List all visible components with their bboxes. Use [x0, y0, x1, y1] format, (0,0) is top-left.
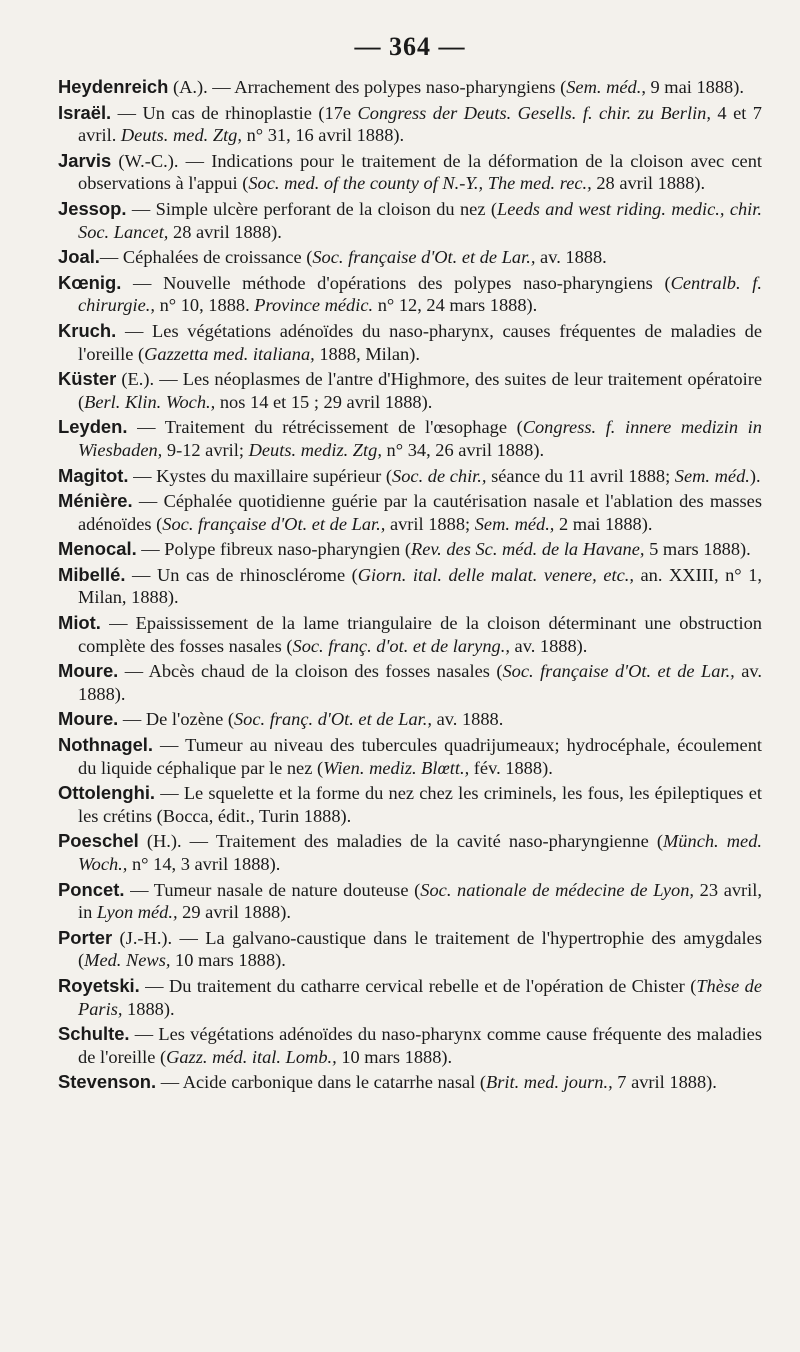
- entry-author: Stevenson.: [58, 1071, 157, 1093]
- entry-text: an. XXIII, n° 1, Milan, 1888).: [78, 564, 762, 608]
- entry-source: Congress. f. innere medizin in Wiesbaden,: [78, 417, 762, 460]
- entry-text: 1888, Milan).: [314, 343, 420, 364]
- entry-text: — Kystes du maxillaire supérieur (: [128, 465, 393, 486]
- entry-author: Joal.: [58, 246, 100, 268]
- bibliography-entry: [58, 734, 762, 779]
- bibliography-entry: [58, 879, 762, 924]
- entry-text: 28 avril 1888).: [591, 173, 706, 194]
- entry-author: Porter: [58, 926, 113, 948]
- entry-text: 28 avril 1888).: [168, 221, 282, 242]
- bibliography-entry: [58, 660, 762, 705]
- entry-text: av. 1888.: [432, 709, 504, 730]
- entry-author: Moure.: [58, 708, 119, 730]
- entry-author: Moure.: [58, 660, 119, 682]
- entry-source: Soc. française d'Ot. et de Lar.,: [502, 661, 735, 682]
- entry-author: Ottolenghi.: [58, 782, 156, 804]
- entry-text: — Simple ulcère perforant de la cloison du nez (: [126, 198, 498, 219]
- entry-source: Sem. méd.: [566, 77, 642, 97]
- bibliography-entry: [58, 102, 762, 147]
- entry-source: Soc. française d'Ot. et de Lar.,: [162, 513, 386, 534]
- entry-text: — Céphalée quotidienne guérie par la cautérisation nasale et l'ablation des masses adénoïdes (: [78, 491, 762, 534]
- entry-text: — Nouvelle méthode d'opérations des polypes naso-pharyngiens (: [121, 272, 671, 293]
- entry-author: Küster: [58, 368, 117, 390]
- entry-author: Leyden.: [58, 416, 128, 438]
- entry-author: Royetski.: [58, 974, 140, 996]
- entry-text: fév. 1888).: [469, 757, 553, 778]
- entry-text: — Epaississement de la lame triangulaire de la cloison déterminant une obstruction complète des fosses nasales (: [78, 613, 762, 656]
- entry-text: n° 31, 16 avril 1888).: [241, 125, 405, 146]
- bibliography-list: [58, 76, 762, 1094]
- entry-author: Kœnig.: [58, 271, 122, 293]
- entry-text: av. 1888.: [535, 247, 607, 268]
- entry-text: séance du 11 avril 1888;: [486, 465, 675, 486]
- bibliography-entry: [58, 564, 762, 609]
- bibliography-entry: [58, 465, 762, 488]
- bibliography-entry: [58, 320, 762, 365]
- entry-source: Med. News,: [84, 950, 171, 971]
- entry-text: — Du traitement du catharre cervical rebelle et de l'opération de Chister (: [139, 975, 697, 996]
- entry-author: Schulte.: [58, 1023, 130, 1045]
- entry-text: 4 et 7 avril.: [78, 102, 762, 146]
- entry-source: Brit. med. journ.,: [486, 1072, 613, 1093]
- entry-text: — Polype fibreux naso-pharyngien (: [136, 539, 411, 560]
- entry-text: av. 1888).: [78, 661, 762, 704]
- entry-text: 7 avril 1888).: [612, 1072, 717, 1093]
- entry-source: Leeds and west riding. medic., chir. Soc. Lancet,: [78, 198, 763, 242]
- entry-source: Rev. des Sc. méd. de la Havane,: [410, 539, 645, 560]
- entry-source: Soc. med. of the county of N.-Y., The med. rec.,: [248, 173, 592, 194]
- entry-text: — Un cas de rhinoplastie (17e: [111, 102, 358, 123]
- bibliography-entry: [58, 246, 762, 269]
- entry-source: Soc. franç. d'Ot. et de Lar.,: [233, 709, 432, 730]
- entry-source: Sem. méd.,: [474, 513, 555, 534]
- entry-source: Gazzetta med. italiana,: [144, 343, 315, 364]
- entry-source: Deuts. mediz. Ztg,: [248, 439, 382, 460]
- entry-text: — Tumeur au niveau des tubercules quadrijumeaux; hydrocéphale, écoulement du liquide céphalique par le nez (: [78, 735, 762, 778]
- entry-text: 23 avril, in: [78, 879, 762, 923]
- entry-text: n° 14, 3 avril 1888).: [127, 854, 281, 874]
- bibliography-entry: [58, 416, 762, 461]
- entry-author: Poeschel: [58, 830, 139, 852]
- entry-author: Mibellé.: [58, 563, 126, 585]
- bibliography-entry: [58, 538, 762, 561]
- entry-text: — Les végétations adénoïdes du naso-pharynx comme cause fréquente des maladies de l'oreille (: [78, 1024, 762, 1067]
- entry-source: Berl. Klin. Woch.,: [84, 391, 216, 412]
- entry-author: Kruch.: [58, 319, 117, 341]
- entry-author: Magitot.: [58, 464, 129, 486]
- entry-text: avril 1888;: [385, 513, 475, 534]
- page-number: — 364 —: [354, 32, 466, 61]
- entry-text: nos 14 et 15 ; 29 avril 1888).: [215, 391, 433, 412]
- entry-text: — Abcès chaud de la cloison des fosses nasales (: [118, 661, 503, 682]
- entry-text: — Acide carbonique dans le catarrhe nasal (: [156, 1072, 486, 1093]
- entry-text: n° 10, 1888.: [154, 295, 255, 316]
- entry-source: Lyon méd.,: [96, 902, 178, 923]
- entry-text: 5 mars 1888).: [644, 539, 751, 560]
- entry-author: Jarvis: [58, 149, 112, 171]
- entry-source: Gazz. méd. ital. Lomb.,: [166, 1046, 337, 1067]
- entry-source: Sem. méd.: [674, 465, 750, 486]
- bibliography-entry: [58, 927, 762, 972]
- bibliography-entry: [58, 490, 762, 535]
- entry-text: (E.). — Les néoplasmes de l'antre d'Highmore, des suites de leur traitement opératoire (: [78, 369, 762, 412]
- bibliography-entry: [58, 612, 762, 657]
- entry-text: — Traitement du rétrécissement de l'œsophage (: [127, 417, 523, 438]
- entry-author: Nothnagel.: [58, 734, 154, 756]
- entry-author: Israël.: [58, 101, 112, 123]
- entry-source: Thèse de Paris,: [78, 975, 762, 1019]
- entry-text: 2 mai 1888).: [554, 513, 653, 534]
- bibliography-entry: [58, 975, 762, 1020]
- entry-source: Province médic.: [254, 295, 374, 316]
- entry-text: , 9 mai 1888).: [641, 77, 744, 97]
- entry-text: (J.-H.). — La galvano-caustique dans le traitement de l'hypertrophie des amygdales (: [78, 927, 762, 971]
- entry-source: Soc. franç. d'ot. et de laryng.,: [292, 635, 510, 656]
- entry-text: 1888).: [122, 998, 175, 1019]
- entry-text: — Céphalées de croissance (: [99, 247, 313, 268]
- bibliography-entry: [58, 272, 762, 317]
- entry-text: — Un cas de rhinosclérome (: [125, 564, 358, 585]
- entry-text: 29 avril 1888).: [177, 902, 291, 923]
- bibliography-entry: [58, 1071, 762, 1094]
- entry-source: Münch. med. Woch.,: [78, 831, 762, 874]
- bibliography-entry: [58, 782, 762, 827]
- entry-source: Deuts. med. Ztg,: [120, 125, 242, 146]
- entry-text: n° 34, 26 avril 1888).: [381, 439, 545, 460]
- entry-text: — De l'ozène (: [118, 709, 234, 730]
- entry-source: Soc. de chir.,: [392, 465, 487, 486]
- entry-text: (H.). — Traitement des maladies de la cavité naso-pharyngienne (: [138, 831, 663, 852]
- entry-source: Wien. mediz. Blœtt.,: [323, 757, 470, 778]
- entry-text: — Le squelette et la forme du nez chez les criminels, les fous, les épileptiques et les crétins (Bocca, édit., Turin 1888).: [78, 783, 762, 826]
- entry-text: 10 mars 1888).: [170, 950, 286, 971]
- entry-text: — Les végétations adénoïdes du naso-pharynx, causes fréquentes de maladies de l'oreille (: [78, 320, 762, 364]
- entry-source: Soc. nationale de médecine de Lyon,: [420, 879, 695, 900]
- bibliography-entry: [58, 198, 762, 243]
- bibliography-entry: [58, 708, 762, 731]
- entry-author: Ménière.: [58, 490, 133, 512]
- entry-text: 9-12 avril;: [162, 439, 249, 460]
- entry-text: av. 1888).: [509, 635, 588, 656]
- entry-author: Miot.: [58, 612, 101, 634]
- bibliography-entry: [58, 76, 762, 99]
- entry-text: ).: [749, 465, 761, 486]
- bibliography-entry: [58, 368, 762, 413]
- entry-text: n° 12, 24 mars 1888).: [373, 295, 538, 316]
- entry-source: Centralb. f. chirurgie.,: [78, 272, 762, 316]
- entry-source: Congress der Deuts. Gesells. f. chir. zu Berlin,: [357, 102, 711, 123]
- entry-text: (W.-C.). — Indications pour le traitement de la déformation de la cloison avec cent observations à l'appui (: [78, 150, 762, 194]
- entry-text: (A.). — Arrachement des polypes naso-pharyngiens (: [168, 77, 567, 97]
- entry-author: Poncet.: [58, 878, 125, 900]
- entry-text: 10 mars 1888).: [336, 1046, 453, 1067]
- entry-author: Menocal.: [58, 538, 137, 560]
- bibliography-entry: [58, 1023, 762, 1068]
- entry-source: Giorn. ital. delle malat. venere, etc.,: [357, 564, 634, 585]
- entry-author: Heydenreich: [58, 76, 169, 97]
- entry-author: Jessop.: [58, 197, 127, 219]
- entry-source: Soc. française d'Ot. et de Lar.,: [312, 247, 536, 268]
- bibliography-entry: [58, 830, 762, 875]
- entry-text: — Tumeur nasale de nature douteuse (: [124, 879, 421, 900]
- bibliography-entry: [58, 150, 762, 195]
